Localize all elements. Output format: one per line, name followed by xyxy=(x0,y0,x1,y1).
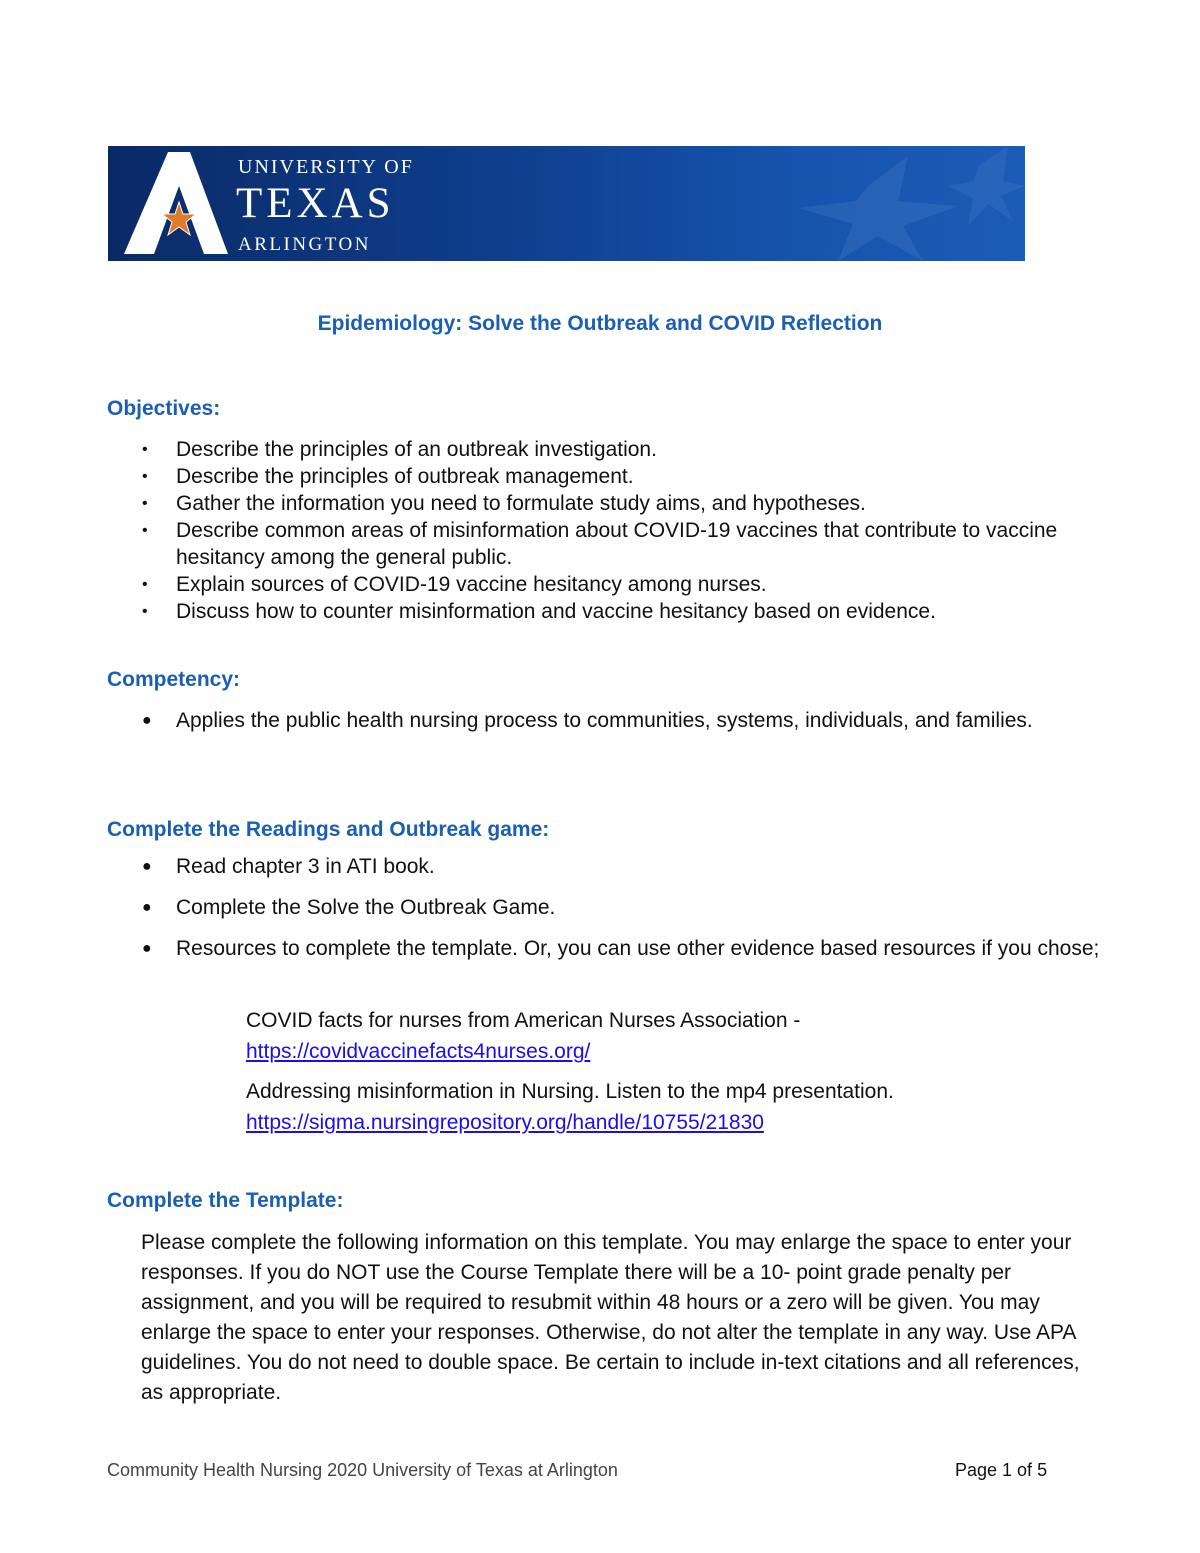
list-item: ● Resources to complete the template. Or, you can use other evidence based resources if you chose; xyxy=(142,937,1100,960)
list-item: ● Read chapter 3 in ATI book. xyxy=(142,855,435,878)
template-heading: Complete the Template: xyxy=(107,1189,344,1212)
resource-sigma-text: Addressing misinformation in Nursing. Listen to the mp4 presentation. xyxy=(246,1080,894,1103)
list-item: • Discuss how to counter misinformation and vaccine hesitancy based on evidence. xyxy=(142,600,936,623)
resource-ana-link[interactable]: https://covidvaccinefacts4nurses.org/ xyxy=(246,1040,591,1063)
resource-sigma-link[interactable]: https://sigma.nursingrepository.org/handle/10755/21830 xyxy=(246,1111,764,1134)
objectives-list xyxy=(140,436,1100,625)
footer-page-number: Page 1 of 5 xyxy=(955,1460,1048,1480)
footer-course: Community Health Nursing 2020 University of Texas at Arlington xyxy=(107,1460,618,1480)
resource-sigma xyxy=(246,1076,1096,1138)
list-item: • Explain sources of COVID-19 vaccine hesitancy among nurses. xyxy=(142,573,767,596)
list-item: • Describe common areas of misinformation about COVID-19 vaccines that contribute to vaccine hesitancy among the general public. xyxy=(142,519,1058,569)
banner-university-of: UNIVERSITY OF xyxy=(238,156,414,178)
readings-list xyxy=(140,851,1100,974)
university-banner xyxy=(108,146,1025,261)
resource-ana-text: COVID facts for nurses from American Nurses Association - xyxy=(246,1009,801,1032)
list-item: ● Applies the public health nursing process to communities, systems, individuals, and families. xyxy=(142,709,1033,732)
uta-logo-a-icon xyxy=(120,150,230,258)
template-instructions: Please complete the following information on this template. You may enlarge the space to enter your responses. If you do NOT use the Course Template there will be a 10- point grade penalty per assignment, and you will be required to resubmit within 48 hours or a zero will be given. You may enlarge the space to enter your responses. Otherwise, do not alter the template in any way. Use APA guidelines. You do not need to double space. Be certain to include in-text citations and all references, as appropriate. xyxy=(141,1231,1080,1404)
competency-heading: Competency: xyxy=(107,668,241,691)
banner-arlington: ARLINGTON xyxy=(238,234,371,255)
readings-heading: Complete the Readings and Outbreak game: xyxy=(107,818,550,841)
document-title: Epidemiology: Solve the Outbreak and COVID Reflection xyxy=(317,312,883,335)
list-item: ● Complete the Solve the Outbreak Game. xyxy=(142,896,556,919)
list-item: • Describe the principles of outbreak management. xyxy=(142,465,634,488)
banner-texas: TEXAS xyxy=(236,180,395,227)
competency-list xyxy=(140,705,1100,736)
resource-ana xyxy=(246,1005,1096,1067)
list-item: • Describe the principles of an outbreak investigation. xyxy=(142,438,657,461)
list-item: • Gather the information you need to formulate study aims, and hypotheses. xyxy=(142,492,866,515)
objectives-heading: Objectives: xyxy=(107,397,221,420)
